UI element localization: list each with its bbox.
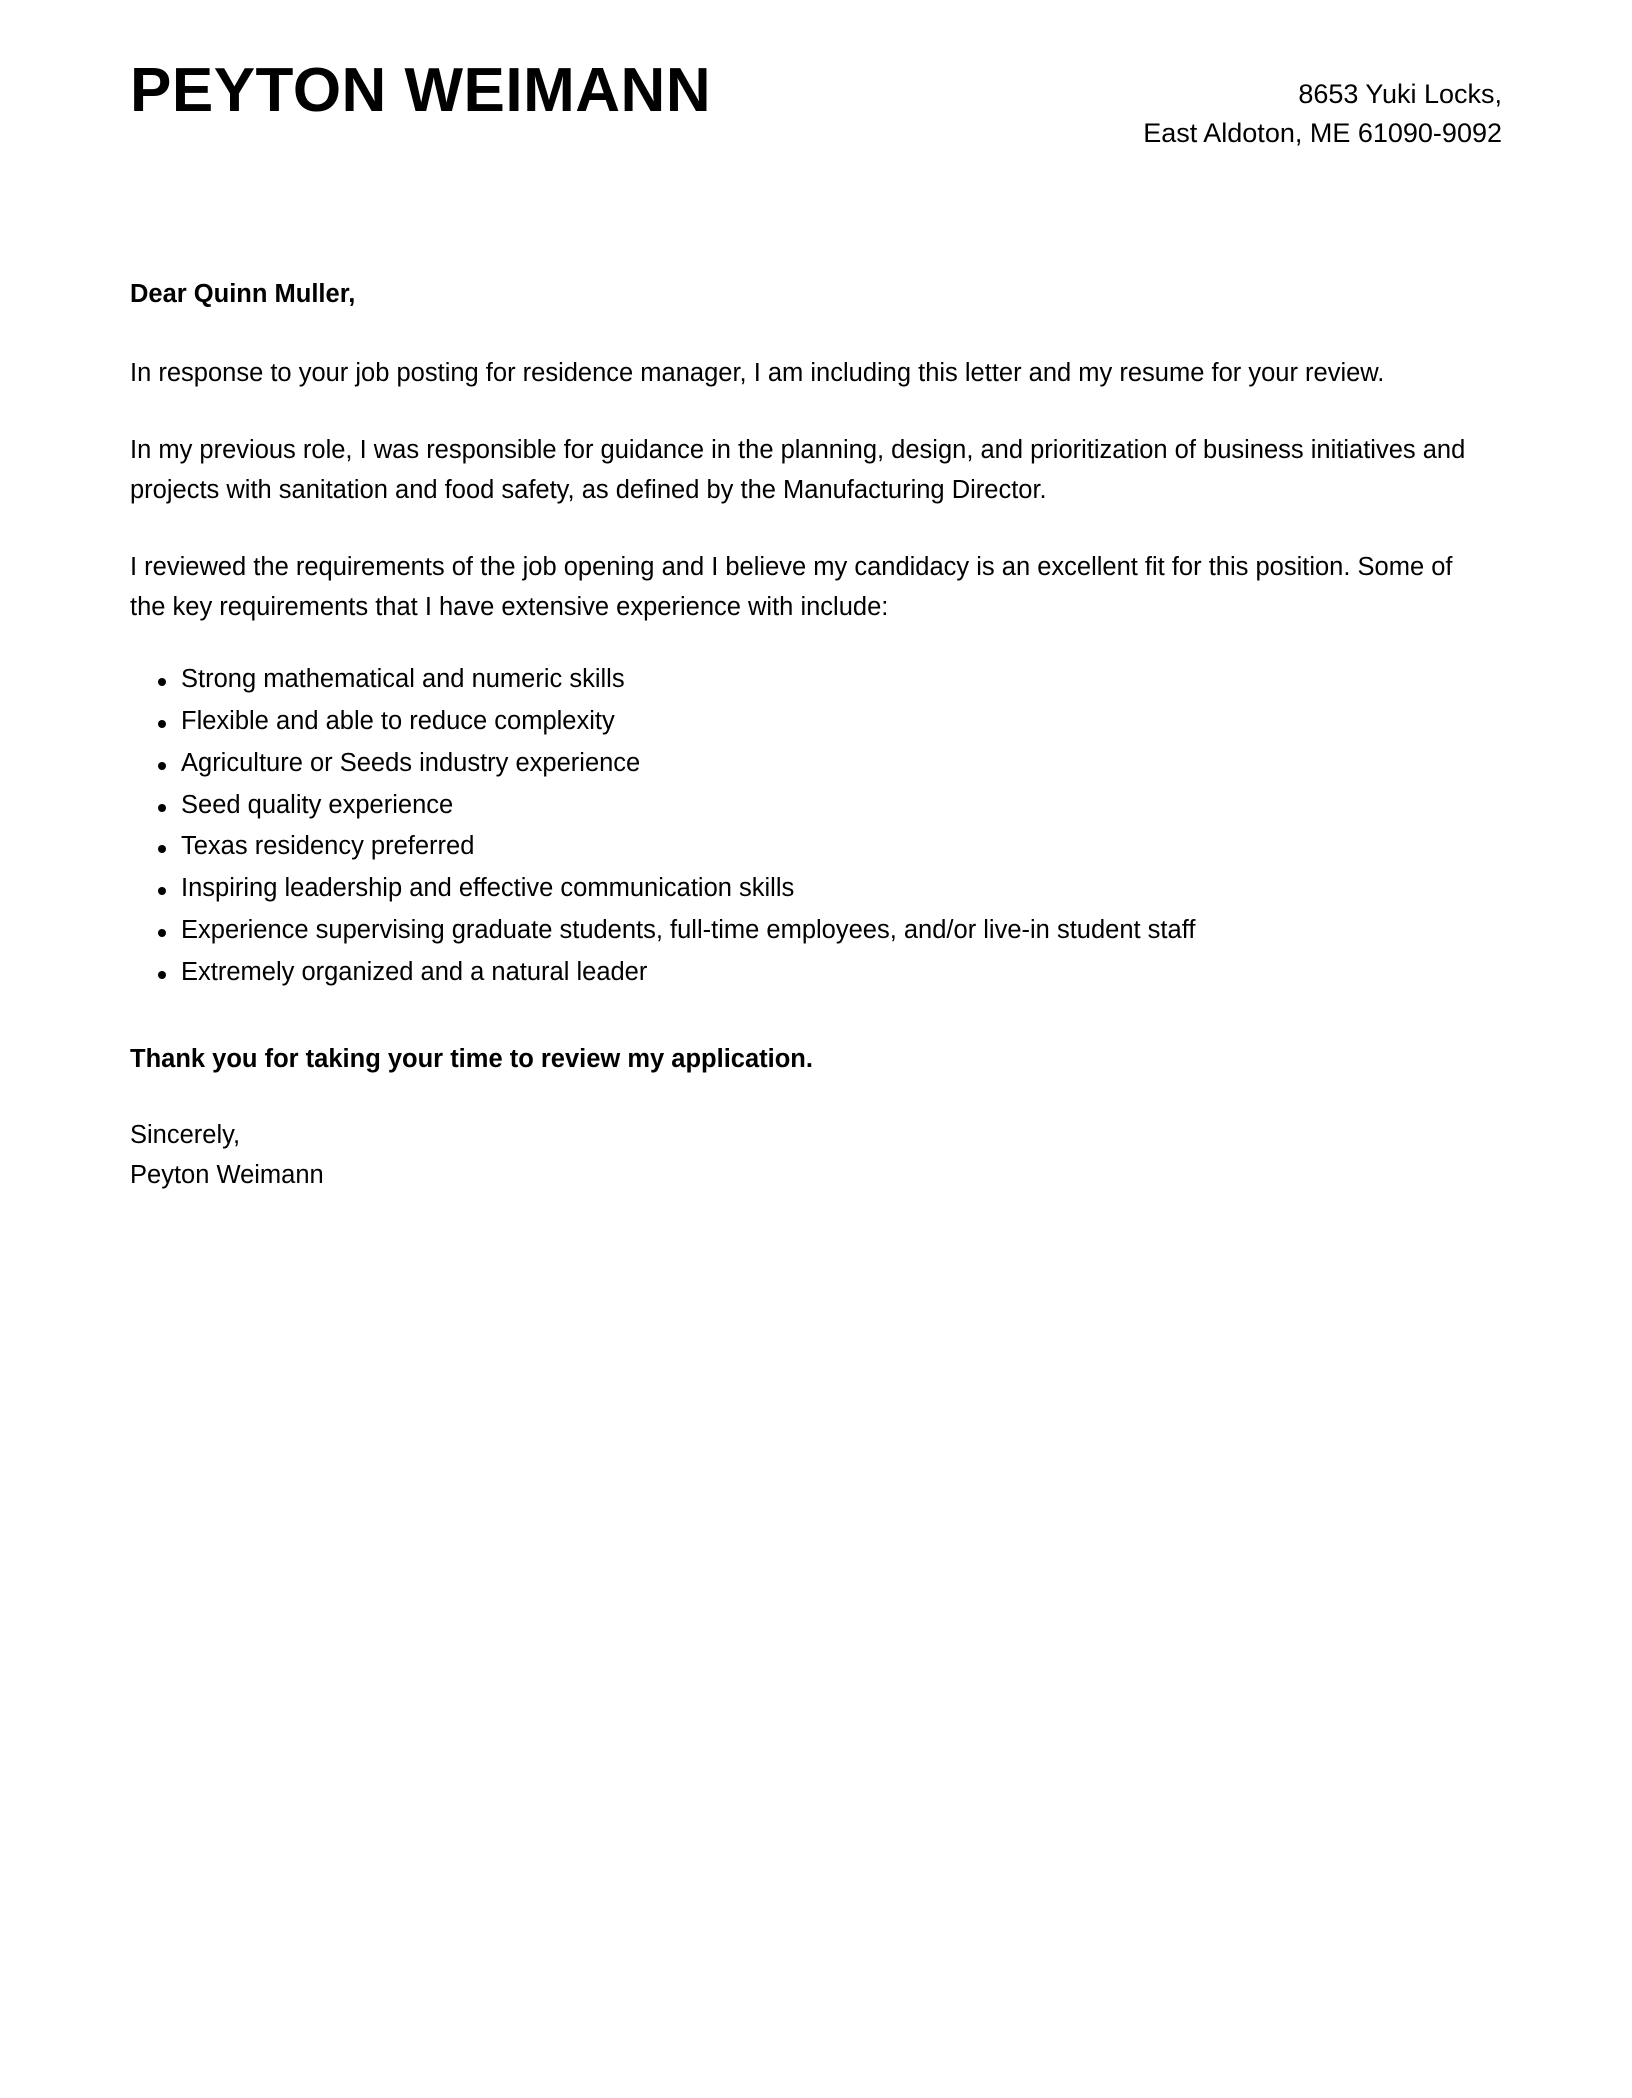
list-item: Inspiring leadership and effective communication skills (130, 874, 1490, 916)
body-paragraph-1: In response to your job posting for residence manager, I am including this letter and my resume for your review. (130, 358, 1385, 387)
body-paragraph-3: I reviewed the requirements of the job opening and I believe my candidacy is an excellent fit for this position. Some of the key requirements that I have extensive experience with include: (130, 553, 1453, 621)
thank-you-line: Thank you for taking your time to review my application. (130, 1044, 813, 1073)
body-paragraph-2: In my previous role, I was responsible for guidance in the planning, design, and prioritization of business initiatives and projects with sanitation and food safety, as defined by the Manufacturing Director. (130, 436, 1466, 504)
list-item: Experience supervising graduate students, full-time employees, and/or live-in student staff (130, 916, 1490, 958)
list-item: Agriculture or Seeds industry experience (130, 749, 1490, 791)
signature-name: Peyton Weimann (130, 1160, 324, 1189)
closing-line: Sincerely, (130, 1120, 241, 1149)
list-item: Seed quality experience (130, 791, 1490, 833)
applicant-name-heading: PEYTON WEIMANN (130, 56, 712, 125)
applicant-address-block (1143, 55, 1502, 153)
list-item: Texas residency preferred (130, 832, 1490, 874)
address-line-street: 8653 Yuki Locks, (1298, 79, 1502, 109)
list-item: Flexible and able to reduce complexity (130, 707, 1490, 749)
requirements-list (130, 665, 1490, 1000)
salutation: Dear Quinn Muller, (130, 280, 356, 309)
list-item: Extremely organized and a natural leader (130, 958, 1490, 1000)
letter-body (130, 275, 1490, 1195)
letter-header (130, 0, 1502, 153)
signature-block (130, 1116, 1490, 1195)
list-item: Strong mathematical and numeric skills (130, 665, 1490, 707)
address-line-city-state-zip: East Aldoton, ME 61090-9092 (1143, 118, 1502, 149)
